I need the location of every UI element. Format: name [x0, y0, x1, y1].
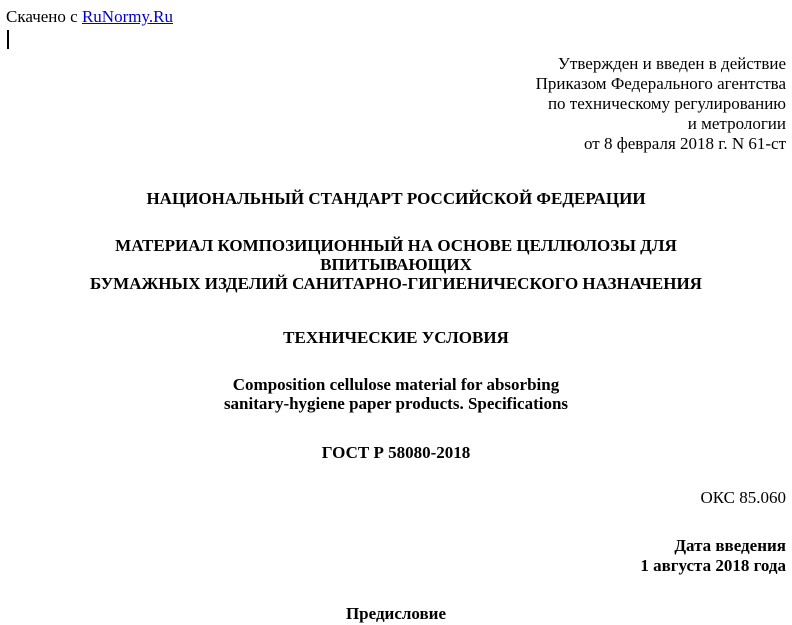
approval-block: [536, 54, 786, 154]
introduction-date-label: Дата введения: [674, 536, 786, 555]
approval-line: от 8 февраля 2018 г. N 61-ст: [583, 134, 786, 153]
document-title-line: БУМАЖНЫХ ИЗДЕЛИЙ САНИТАРНО-ГИГИЕНИЧЕСКОГО НАЗНАЧЕНИЯ: [90, 274, 702, 293]
text-cursor: [7, 30, 9, 49]
introduction-date-value: 1 августа 2018 года: [640, 556, 786, 575]
document-title-line: МАТЕРИАЛ КОМПОЗИЦИОННЫЙ НА ОСНОВЕ ЦЕЛЛЮЛОЗЫ ДЛЯ: [115, 236, 677, 255]
document-title: [0, 236, 792, 293]
english-title-line: Composition cellulose material for absorbing: [232, 375, 560, 394]
introduction-date: [640, 536, 786, 576]
foreword-heading: Предисловие: [345, 604, 447, 623]
oks-code: ОКС 85.060: [700, 488, 786, 507]
english-title: [0, 375, 792, 413]
approval-line: Приказом Федерального агентства: [535, 74, 786, 93]
standard-type-heading: НАЦИОНАЛЬНЫЙ СТАНДАРТ РОССИЙСКОЙ ФЕДЕРАЦИИ: [146, 189, 646, 208]
source-prefix: Скачено с: [6, 7, 82, 26]
source-line: [6, 7, 173, 27]
document-subtitle: ТЕХНИЧЕСКИЕ УСЛОВИЯ: [283, 328, 509, 347]
english-title-line: sanitary-hygiene paper products. Specifications: [223, 394, 569, 413]
approval-line: Утвержден и введен в действие: [557, 54, 786, 73]
approval-line: по техническому регулированию: [547, 94, 786, 113]
approval-line: и метрологии: [687, 114, 786, 133]
document-title-line: ВПИТЫВАЮЩИХ: [320, 255, 472, 274]
source-link[interactable]: RuNormy.Ru: [81, 7, 173, 26]
gost-number: ГОСТ Р 58080-2018: [321, 443, 471, 462]
